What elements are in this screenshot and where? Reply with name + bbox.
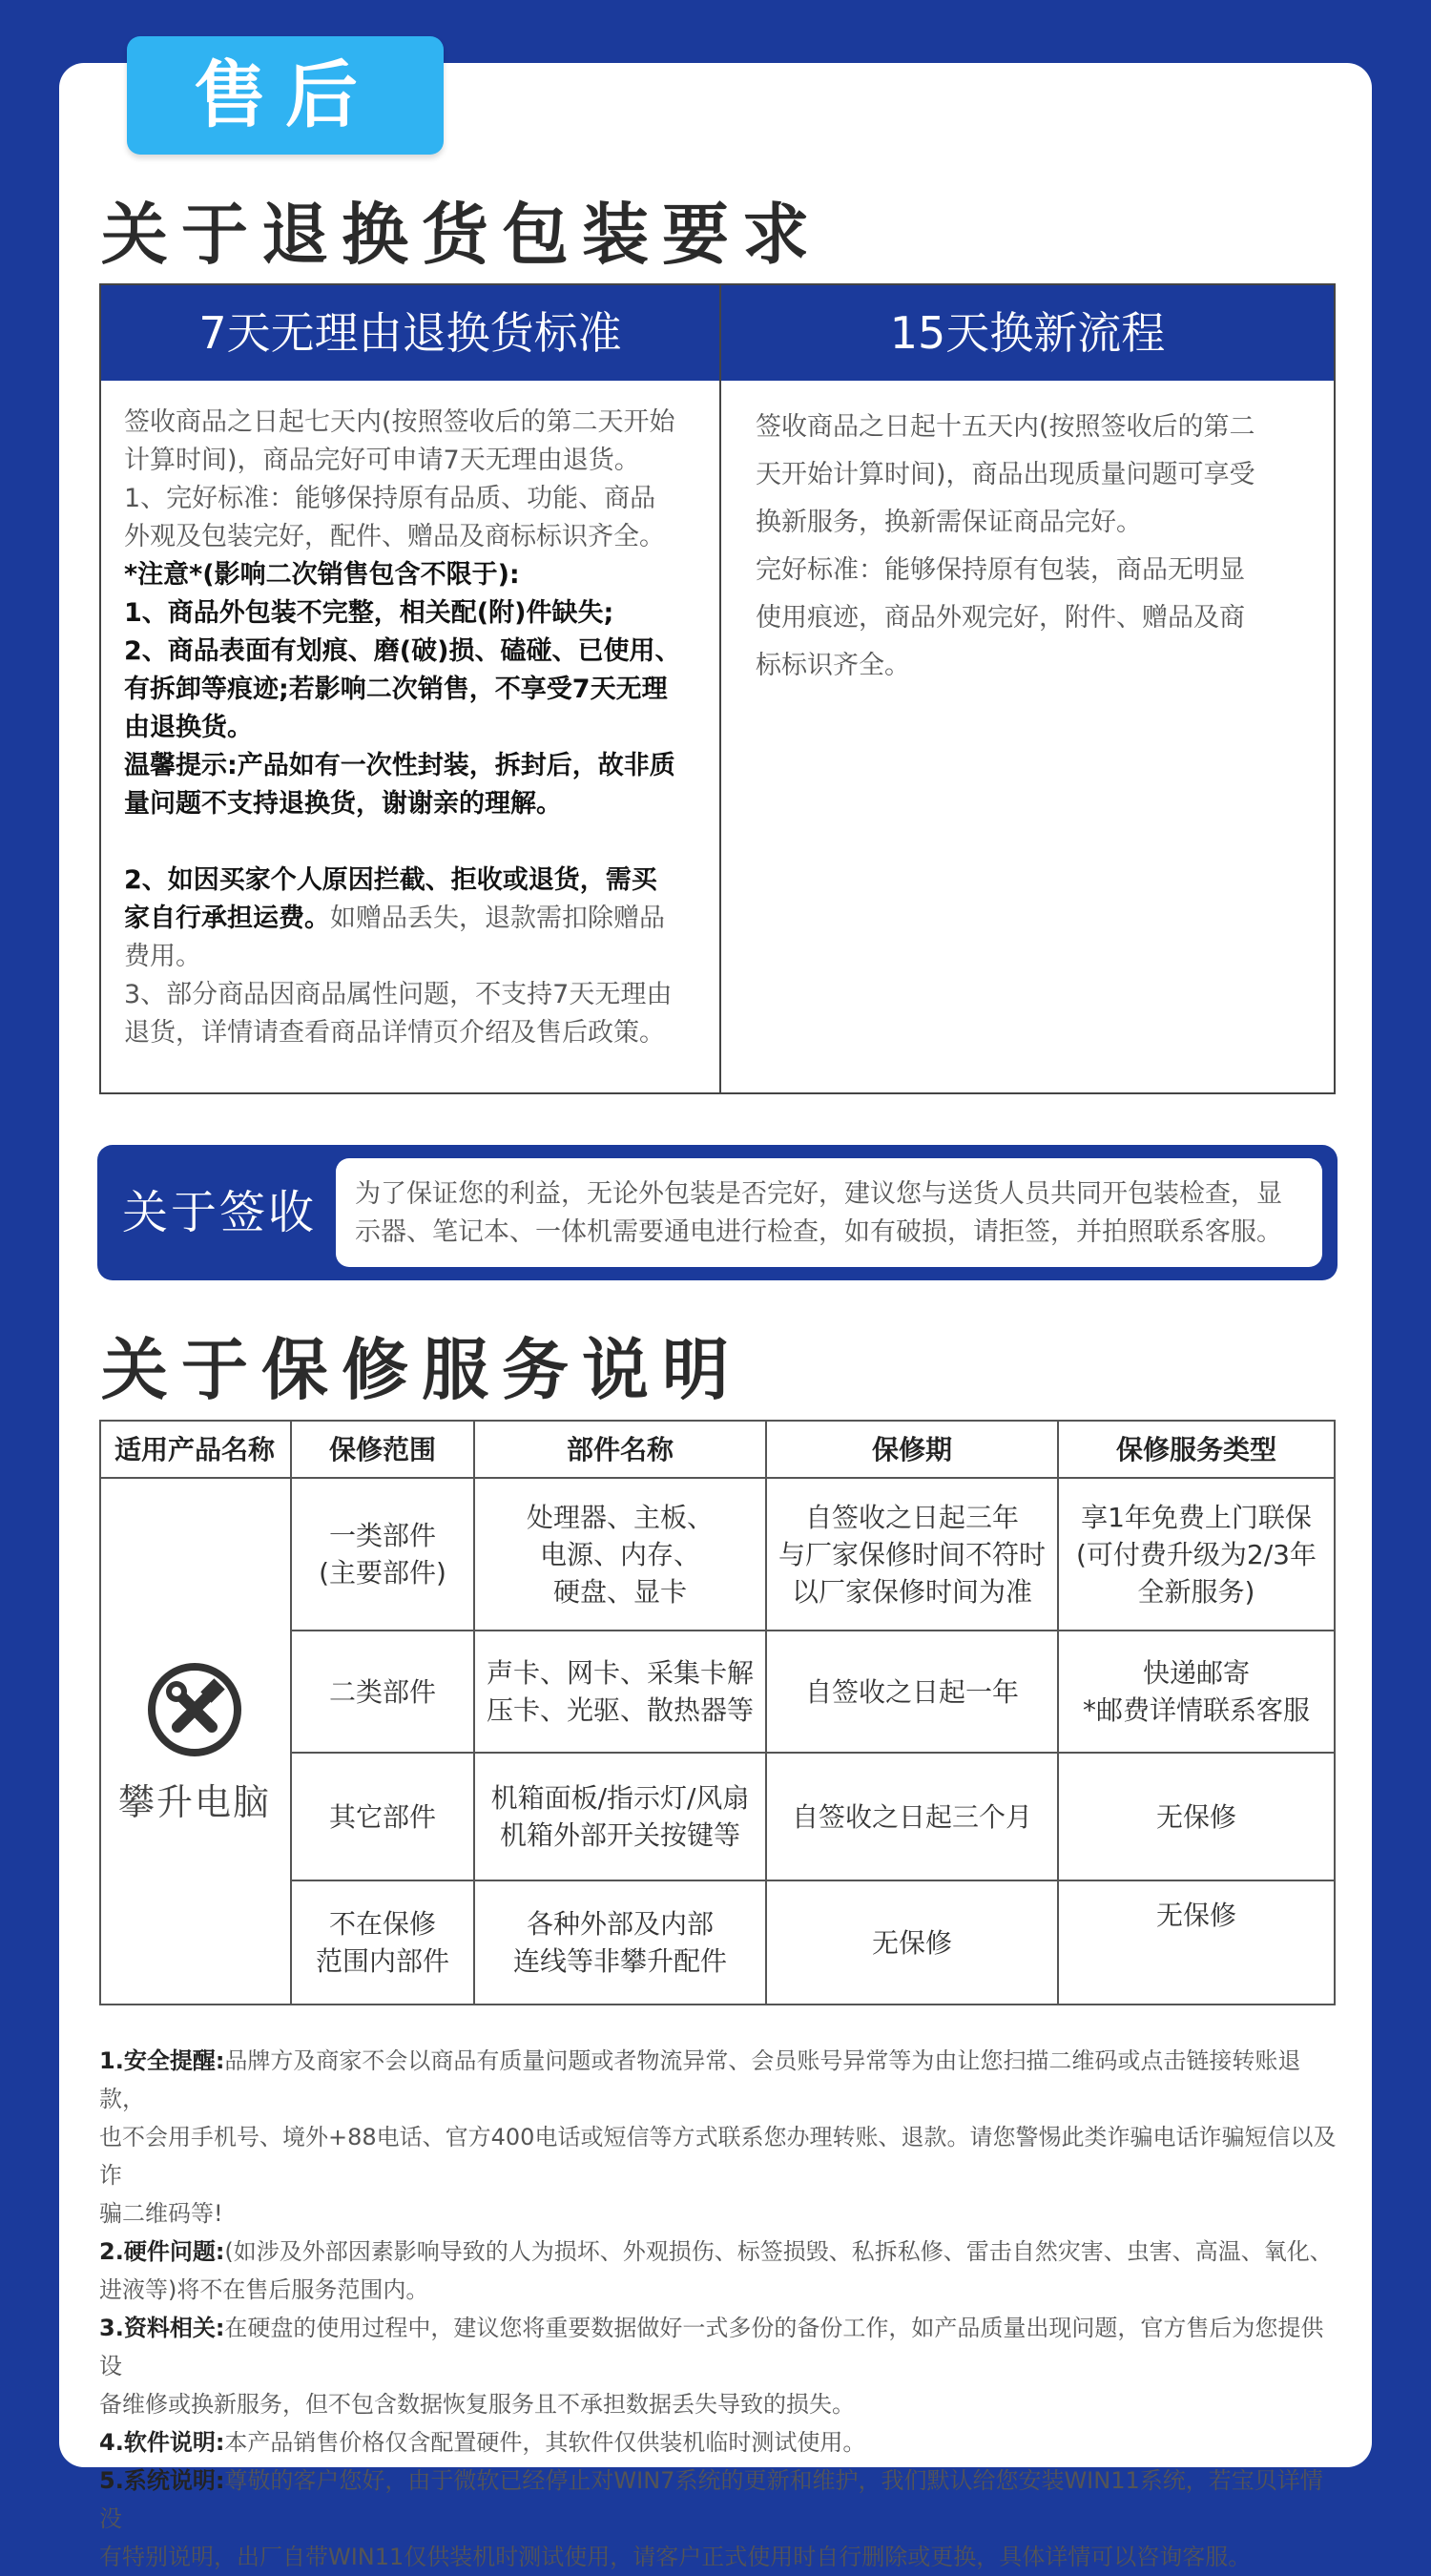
note-software: 4.软件说明:本产品销售价格仅含配置硬件，其软件仅供装机临时测试使用。: [99, 2429, 866, 2456]
row3-period: 自签收之日起三个月: [791, 1800, 1032, 1833]
header-period: 保修期: [871, 1433, 952, 1465]
row4-period: 无保修: [871, 1926, 952, 1959]
tools-icon: [145, 1660, 244, 1759]
row3-parts: 机箱面板/指示灯/风扇 机箱外部开关按键等: [490, 1782, 750, 1851]
row2-service: 快递邮寄 *邮费详情联系客服: [1082, 1657, 1310, 1726]
row4-scope: 不在保修 范围内部件: [315, 1908, 449, 1977]
row1-service: 享1年免费上门联保 (可付费升级为2/3年 全新服务): [1076, 1501, 1317, 1608]
header-product: 适用产品名称: [114, 1433, 275, 1465]
notes-block: [99, 2042, 1339, 2576]
row2-parts: 声卡、网卡、采集卡解 压卡、光驱、散热器等: [486, 1657, 754, 1726]
note-security: 1.安全提醒:品牌方及商家不会以商品有质量问题或者物流异常、会员账号异常等为由让您扫描二维码或点击链接转账退款， 也不会用手机号、境外+88电话、官方400电话或短信等方式联系您办理转账、退款。请您警惕此类诈骗电话诈骗短信以及诈 骗二维码等!: [99, 2047, 1337, 2227]
sign-notice-text: 为了保证您的利益，无论外包装是否完好，建议您与送货人员共同开包装检查，显 示器、笔记本、一体机需要通电进行检查，如有破损，请拒签，并拍照联系客服。: [336, 1158, 1322, 1267]
header-parts: 部件名称: [566, 1433, 674, 1465]
note-hardware: 2.硬件问题:(如涉及外部因素影响导致的人为损坏、外观损伤、标签损毁、私拆私修、雷击自然灾害、虫害、高温、氧化、 进液等)将不在售后服务范围内。: [99, 2238, 1333, 2303]
warranty-table: [99, 1420, 1336, 2005]
header-scope: 保修范围: [328, 1433, 436, 1465]
row2-scope: 二类部件: [328, 1675, 436, 1708]
warranty-section-title: 关于保修服务说明: [101, 1331, 742, 1409]
sign-notice-banner: [97, 1145, 1338, 1280]
fifteen-day-header: 15天换新流程: [721, 285, 1334, 381]
row4-service: 无保修: [1155, 1899, 1236, 1931]
row1-period: 自签收之日起三年 与厂家保修时间不符时 以厂家保修时间为准: [778, 1501, 1046, 1608]
note-system: 5.系统说明:尊敬的客户您好，由于微软已经停止对WIN7系统的更新和维护，我们默认给您安装WIN11系统，若宝贝详情没 有特别说明，出厂自带WIN11仅供装机时测试使用，请客户正式使用时自行删除或更换，具体详情可以咨询客服。: [99, 2467, 1323, 2570]
row3-scope: 其它部件: [328, 1800, 436, 1833]
row3-service: 无保修: [1155, 1800, 1236, 1833]
return-section-title: 关于退换货包装要求: [101, 196, 822, 274]
after-sales-tab: 售后: [127, 36, 444, 155]
brand-cell: [99, 1479, 290, 2005]
header-service: 保修服务类型: [1115, 1433, 1276, 1465]
row1-scope: 一类部件 (主要部件): [319, 1520, 446, 1589]
row1-parts: 处理器、主板、 电源、内存、 硬盘、显卡: [526, 1501, 714, 1608]
seven-day-content: 签收商品之日起七天内(按照签收后的第二天开始 计算时间)，商品完好可申请7天无理由退货。 1、完好标准：能够保持原有品质、功能、商品 外观及包装完好，配件、赠品及商标标识齐全。 *注意*(影响二次销售包含不限于): 1、商品外包装不完整，相关配(附)件缺失; 2、商品表面有划痕、磨(破)损、磕碰、已使用、 有拆卸等痕迹;若影响二次销售，不享受7天无理 由退换货。 温馨提示:产品如有一次性封装，拆封后，故非质 量问题不支持退换货，谢谢亲的理解。 2、如因买家个人原因拦截、拒收或退货，需买 家自行承担运费。如赠品丢失，退款需扣除赠品 费用。 3、部分商品因商品属性问题，不支持7天无理由 退货，详情请查看商品详情页介绍及售后政策。: [124, 407, 681, 1048]
note-data: 3.资料相关:在硬盘的使用过程中，建议您将重要数据做好一式多份的备份工作，如产品质量出现问题，官方售后为您提供设 备维修或换新服务，但不包含数据恢复服务且不承担数据丢失导致的损失。: [99, 2315, 1324, 2418]
row2-period: 自签收之日起一年: [804, 1675, 1019, 1708]
return-policy-table: [99, 283, 1336, 1094]
seven-day-header: 7天无理由退换货标准: [101, 285, 719, 381]
sign-label: 关于签收: [122, 1186, 318, 1239]
brand-name: 攀升电脑: [117, 1780, 271, 1823]
fifteen-day-content: 签收商品之日起十五天内(按照签收后的第二 天开始计算时间)，商品出现质量问题可享受 换新服务，换新需保证商品完好。 完好标准：能够保持原有包装，商品无明显 使用痕迹，商品外观完好，附件、赠品及商 标标识齐全。: [756, 412, 1255, 680]
row4-parts: 各种外部及内部 连线等非攀升配件: [512, 1908, 727, 1977]
